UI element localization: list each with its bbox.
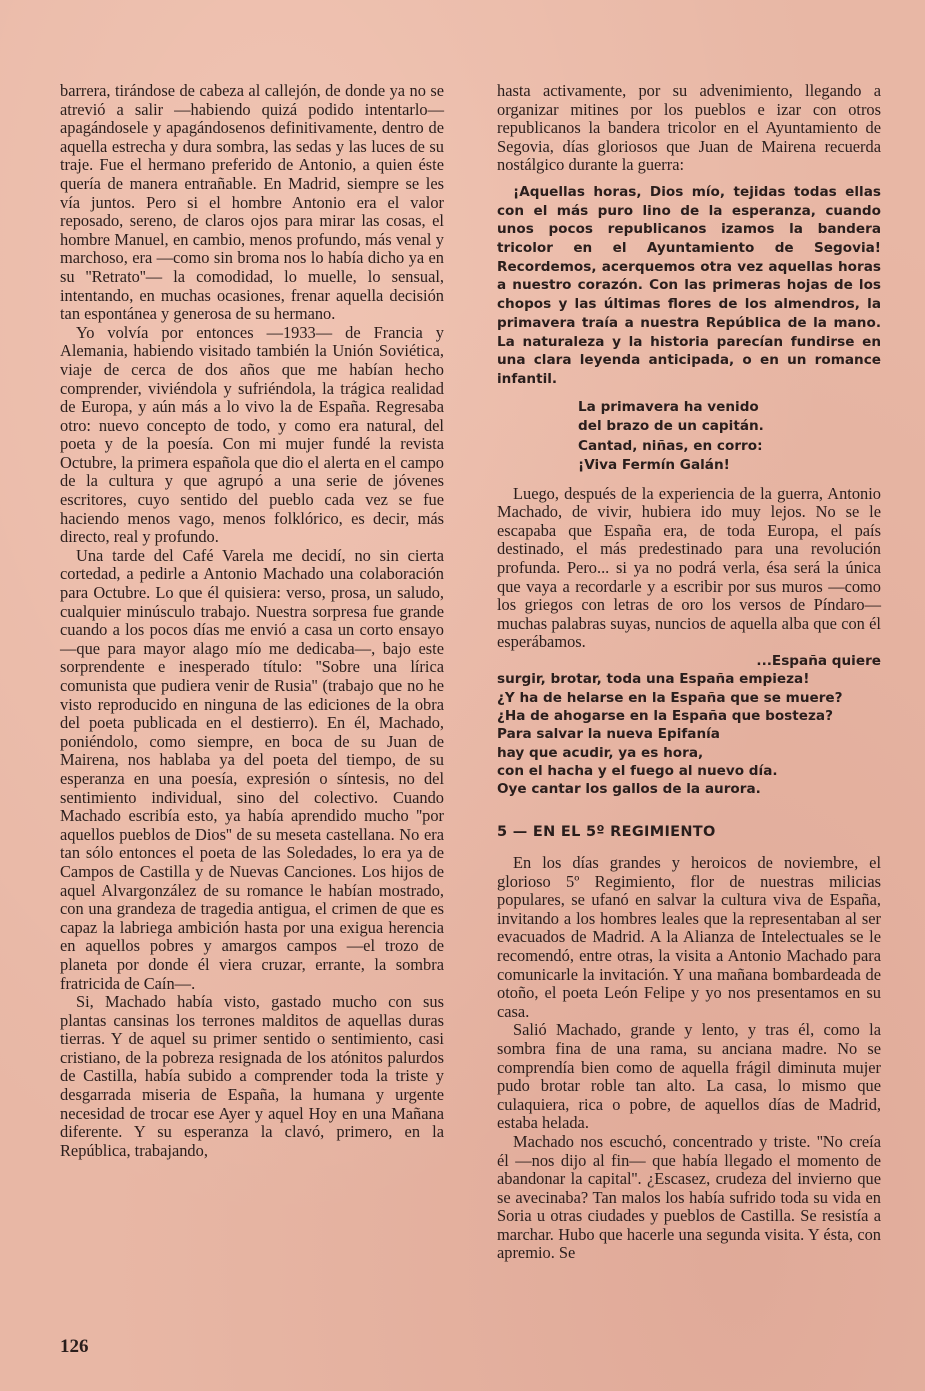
left-column — [60, 82, 444, 1160]
paragraph: En los días grandes y heroicos de noviembre, el glorioso 5º Regimiento, flor de nuestras milicias populares, se ufanó en salvar la cultura viva de España, invitando a los hombres leales que la representaban al ser evacuados de Madrid. A la Alianza de Intelectuales se le recomendó, entre otras, la visita a Antonio Machado para comunicarle la invitación. Y una mañana bombardeada de otoño, el poeta León Felipe y yo nos presentamos en su casa. — [497, 853, 881, 1021]
verse-line: La primavera ha venido — [578, 398, 759, 415]
paragraph: Salió Machado, grande y lento, y tras él, como la sombra fina de una rama, su anciana madre. No se comprendía bien como de aquella frágil diminuta mujer pudo brotar roble tan alto. La casa, lo mismo que culaquiera, rica o pobre, de aquellos días de Madrid, estaba helada. — [497, 1020, 881, 1133]
paragraph: hasta activamente, por su advenimiento, llegando a organizar mitines por los pueblos e izar con otros republicanos la bandera tricolor en el Ayuntamiento de Segovia, días gloriosos que Juan de Mairena recuerda nostálgico durante la guerra: — [497, 81, 881, 175]
poem-line: hay que acudir, ya es hora, — [497, 744, 704, 761]
verse-line: ¡Viva Fermín Galán! — [578, 457, 730, 474]
poem-line: ¿Ha de ahogarse en la España que bosteza? — [497, 707, 833, 724]
poem-line: surgir, brotar, toda una España empieza! — [497, 671, 810, 688]
paragraph: Luego, después de la experiencia de la guerra, Antonio Machado, de vivir, hubiera ido muy lejos. No se le escapaba que España era, de toda Europa, el país destinado, el más predestinado para una revolución profunda. Pero... si ya no podrá verla, ésa será la única que vaya a recordarle y a escribir por sus muros —como los griegos con letras de oro los versos de Píndaro— muchas palabras suyas, nuncios de aquella alba que con él esperábamos. — [497, 483, 881, 652]
verse-line: Cantad, niñas, en corro: — [578, 437, 763, 454]
poem-line: Oye cantar los gallos de la aurora. — [497, 781, 761, 798]
paragraph: Yo volvía por entonces —1933— de Francia y Alemania, habiendo visitado también la Unión Soviética, viaje de cerca de dos años que me habían hecho comprender, viviéndola y sufriéndola, la trágica realidad de Europa, y aún más a lo vivo la de España. Regresaba otro: nuevo concepto de todo, y como era natural, del poeta y de la poesía. Con mi mujer fundé la revista Octubre, la primera española que dio el alerta en el campo de la cultura y que agrupó a una serie de jóvenes escritores, cuyo sentido del pueblo cada vez se fue haciendo menos vago, menos folklórico, es decir, más directo, real y profundo. — [60, 322, 444, 547]
block-quote: ¡Aquellas horas, Dios mío, tejidas todas ellas con el más puro lino de la esperanza, cuando unos pocos republicanos izamos la bandera tricolor en el Ayuntamiento de Segovia! Recordemos, acerquemos otra vez aquellas horas a nuestro corazón. Con las primeras hojas de los chopos y las últimas flores de los almendros, la primavera traía a nuestra República de la mano. La naturaleza y la historia parecían fundirse en una clara leyenda anticipada, o en un romance infantil. — [497, 183, 881, 387]
paragraph: barrera, tirándose de cabeza al callejón, de donde ya no se atrevió a salir —habiendo quizá podido intentarlo— apagándosele y apagándosenos definitivamente, dentro de aquella estrecha y dura sombra, las sedas y las luces de su traje. Fue el hermano preferido de Antonio, a quien éste quería de manera entrañable. En Madrid, siempre se les vía juntos. Pero si el hombre Antonio era el valor reposado, sereno, de claros ojos para mirar las cosas, el hombre Manuel, en cambio, menos profundo, más venal y marchoso, era —como sin broma nos lo había dicho ya en su ''Retrato''— la comodidad, lo muelle, lo sensual, intentando, en muchas ocasiones, frenar aquella decisión tan espontánea y generosa de su hermano. — [60, 81, 444, 324]
verse-line: del brazo de un capitán. — [578, 418, 764, 435]
paragraph: Si, Machado había visto, gastado mucho con sus plantas cansinas los terrones malditos de aquellas duras tierras. Y de aquel su primer sentido o sentimiento, casi cristiano, de la pobreza resignada de los atónitos palurdos de Castilla, había subido a comprender toda la triste y desgarrada miseria de España, la humana y urgente necesidad de trocar ese Ayer y aquel Hoy en una Mañana diferente. Y su esperanza la clavó, primero, en la República, trabajando, — [60, 992, 444, 1160]
poem-line: ¿Y ha de helarse en la España que se muere? — [497, 689, 843, 706]
paragraph: Una tarde del Café Varela me decidí, no sin cierta cortedad, a pedirle a Antonio Machado una colaboración para Octubre. Lo que él quisiera: verso, prosa, un saludo, cualquier minúsculo trabajo. Nuestra sorpresa fue grande cuando a los pocos días me envió a casa un corto ensayo —que para mayor alago mío me dedicaba—, bajo este sorprendente e inesperado título: ''Sobre una lírica comunista que pudiera venir de Rusia'' (trabajo que no he visto reproducido en ninguna de las ediciones de la obra del poeta publicada en el destierro). En él, Machado, poniéndolo, como siempre, en boca de su Juan de Mairena, nos hablaba ya del poeta del tiempo, de su esperanza en una poesía, expresión o síntesis, no del sentimiento individual, sino del colectivo. Cuando Machado escribía esto, ya había aprendido mucho ''por aquellos pueblos de Dios'' de su meseta castellana. No era tan sólo entonces el poeta de las Soledades, lo era ya de Campos de Castilla y de Nuevas Canciones. Los hijos de aquel Alvargonzález de su romance le habían mostrado, con una grandeza de tragedia antigua, el crimen de que es capaz la labriega ambición hasta por una exigua herencia en aquellos pobres y amargos campos —el trozo de planeta por donde él viera cruzar, errante, la sombra fratricida de Caín—. — [60, 545, 444, 993]
poem-line: con el hacha y el fuego al nuevo día. — [497, 762, 778, 779]
paragraph: Machado nos escuchó, concentrado y triste. ''No creía él —nos dijo al fin— que había llegado el momento de abandonar la capital''. ¿Escasez, crudeza del invierno que se avecinaba? Tan malos los había sufrido toda su vida en Soria u otras ciudades y pueblos de Castilla. Se resistía a marchar. Hubo que hacerle una segunda visita. Y ésta, con apremio. Se — [497, 1131, 881, 1263]
right-column — [497, 82, 881, 1263]
poem-line: ...España quiere — [756, 653, 881, 670]
section-heading: 5 — EN EL 5º REGIMIENTO — [497, 824, 716, 841]
poem-quote — [497, 652, 881, 798]
verse-quote — [578, 398, 881, 476]
poem-line: Para salvar la nueva Epifanía — [497, 726, 720, 743]
page-number: 126 — [60, 1336, 89, 1357]
